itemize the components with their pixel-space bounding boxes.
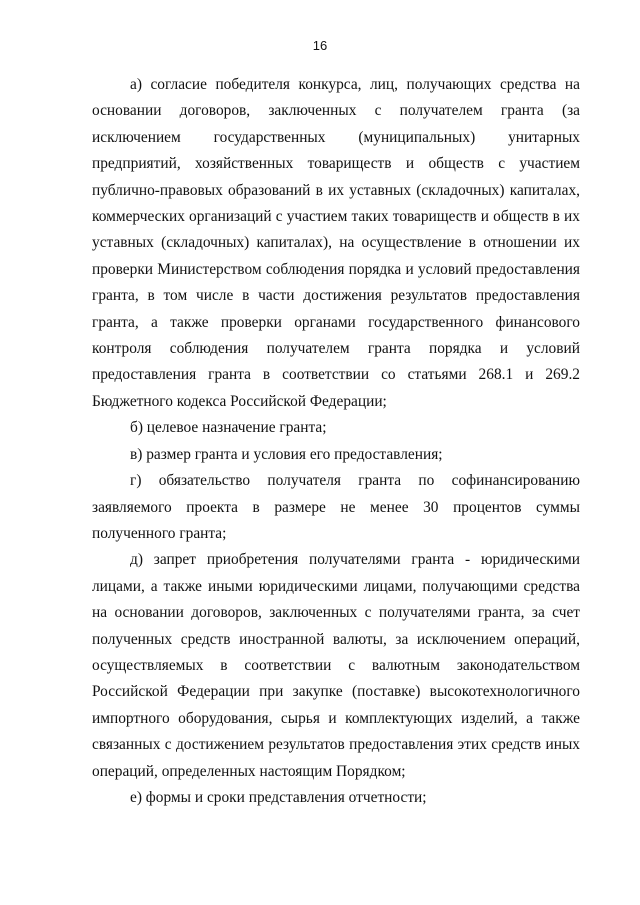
paragraph-e: е) формы и сроки представления отчетности; [130,788,427,806]
paragraph-d: д) запрет приобретения получателями гранта - юридическими лицами, а также иными юридическими лицами, получающими средства на основании договоров, заключенных с получателями гранта, за счет полученных средств иностранной валюты, за исключением операций, осуществляемых в соответствии с валютным законодательством Российской Федерации при закупке (поставке) высокотехнологичного импортного оборудования, сырья и комплектующих изделий, а также связанных с достижением результатов предоставления этих средств иных операций, определенных настоящим Порядком; [92,551,580,780]
document-body [92,72,580,811]
paragraph-b: б) целевое назначение гранта; [130,419,327,437]
paragraph-g: г) обязательство получателя гранта по софинансированию заявляемого проекта в размере не менее 30 процентов суммы полученного гранта; [92,472,580,542]
paragraph-v: в) размер гранта и условия его предоставления; [130,445,443,463]
page-number: 16 [312,38,328,53]
paragraph-a: а) согласие победителя конкурса, лиц, получающих средства на основании договоров, заключенных с получателем гранта (за исключением государственных (муниципальных) унитарных предприятий, хозяйственных товариществ и обществ с участием публично-правовых образований в их уставных (складочных) капиталах, коммерческих организаций с участием таких товариществ и обществ в их уставных (складочных) капиталах), на осуществление в отношении их проверки Министерством соблюдения порядка и условий предоставления гранта, в том числе в части достижения результатов предоставления гранта, а также проверки органами государственного финансового контроля соблюдения получателем гранта порядка и условий предоставления гранта в соответствии со статьями 268.1 и 269.2 Бюджетного кодекса Российской Федерации; [92,76,580,410]
